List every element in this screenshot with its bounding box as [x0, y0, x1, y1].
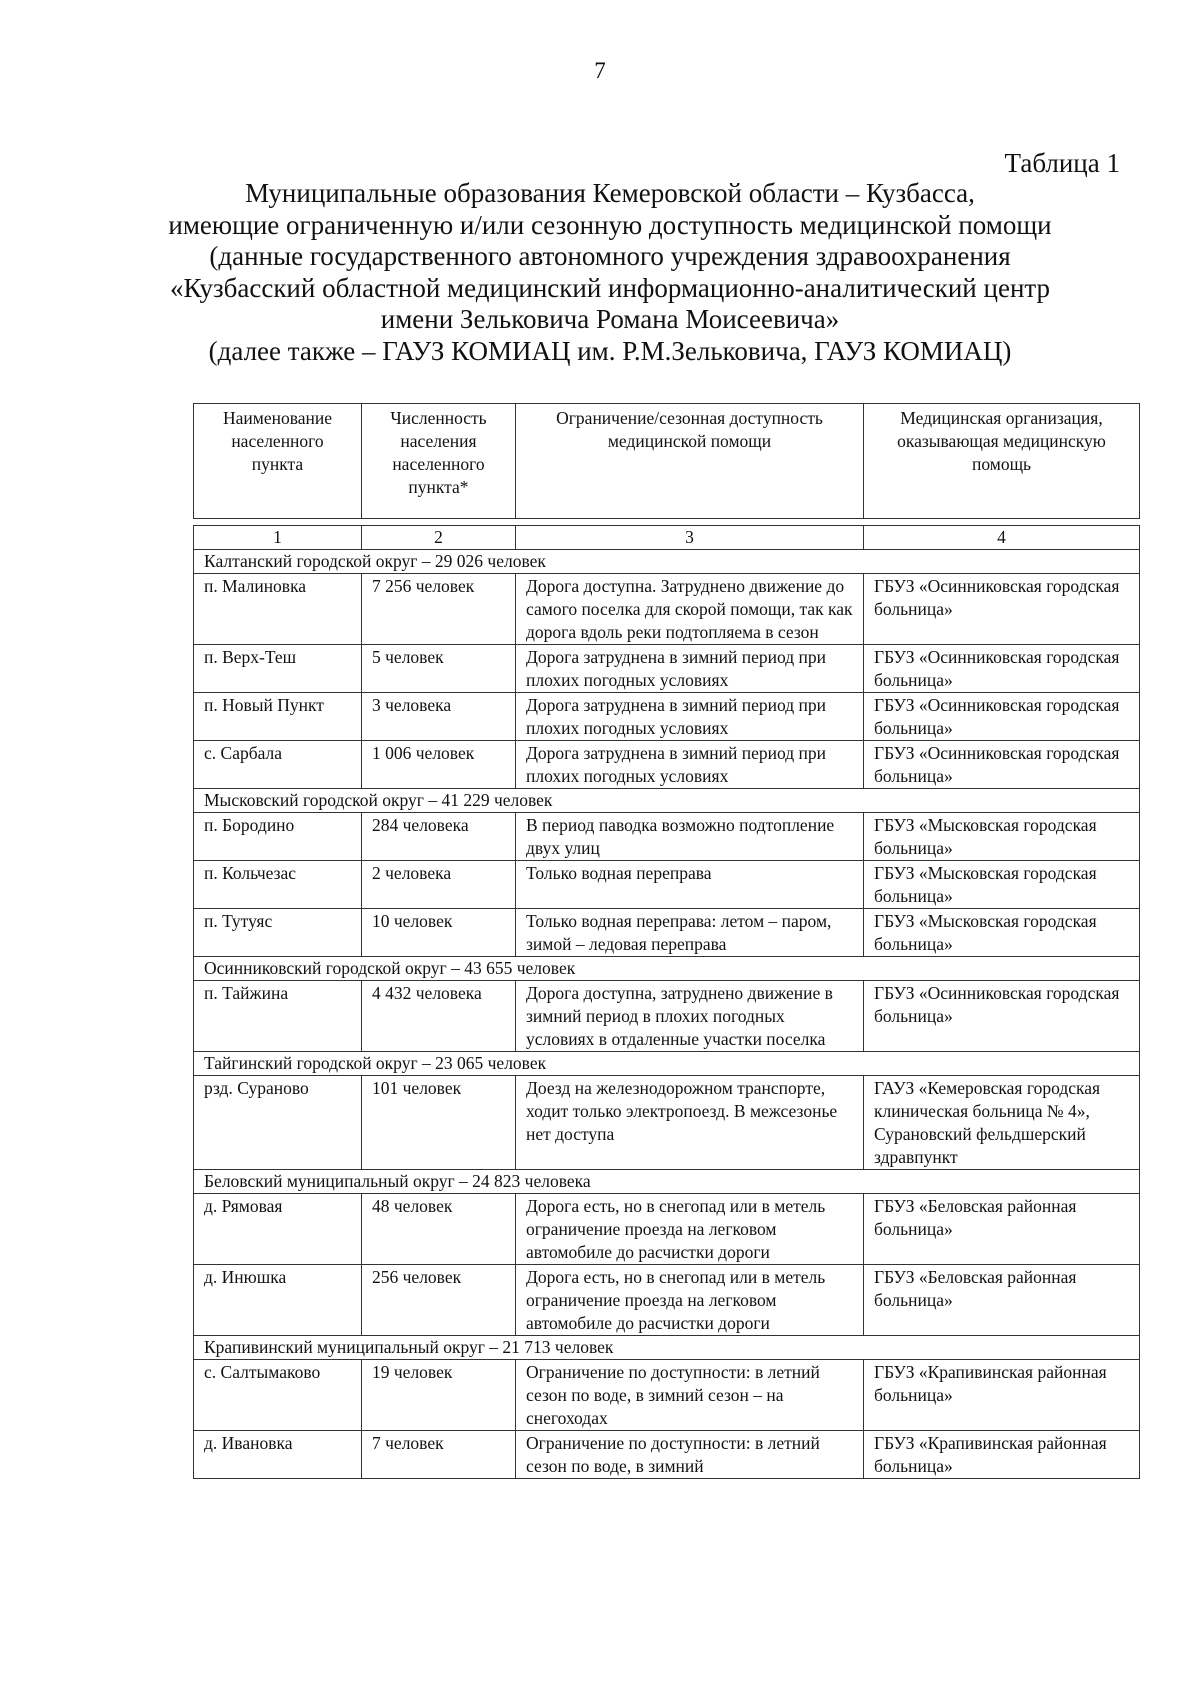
- population: 4 432 человека: [362, 981, 516, 1052]
- column-number: 1: [194, 526, 362, 550]
- page-number: 7: [594, 58, 606, 83]
- access-restriction: Ограничение по доступности: в летний сезон по воде, в зимний: [516, 1431, 864, 1479]
- table-row: [194, 1076, 1140, 1170]
- population: 7 256 человек: [362, 574, 516, 645]
- access-restriction: В период паводка возможно подтопление двух улиц: [516, 813, 864, 861]
- medical-organization: ГБУЗ «Беловская районная больница»: [864, 1194, 1140, 1265]
- settlement-name: д. Ивановка: [194, 1431, 362, 1479]
- table-row: [194, 741, 1140, 789]
- column-number-row: [194, 526, 1140, 550]
- table-body: [194, 519, 1140, 1479]
- medical-organization: ГБУЗ «Мысковская городская больница»: [864, 813, 1140, 861]
- medical-organization: ГБУЗ «Осинниковская городская больница»: [864, 574, 1140, 645]
- settlement-name: п. Новый Пункт: [194, 693, 362, 741]
- medical-organization: ГБУЗ «Беловская районная больница»: [864, 1265, 1140, 1336]
- group-row: [194, 1052, 1140, 1076]
- group-title: Беловский муниципальный округ – 24 823 человека: [194, 1170, 1140, 1194]
- table-row: [194, 861, 1140, 909]
- table-row: [194, 1265, 1140, 1336]
- access-restriction: Только водная переправа: [516, 861, 864, 909]
- medical-organization: ГБУЗ «Осинниковская городская больница»: [864, 645, 1140, 693]
- table-label: Таблица 1: [1004, 148, 1120, 178]
- header-cell: Медицинская организация, оказывающая медицинскую помощь: [864, 404, 1140, 519]
- settlement-name: п. Тайжина: [194, 981, 362, 1052]
- column-number: 2: [362, 526, 516, 550]
- settlement-name: п. Верх-Теш: [194, 645, 362, 693]
- access-restriction: Дорога доступна. Затруднено движение до самого поселка для скорой помощи, так как дорога вдоль реки подтопляема в сезон: [516, 574, 864, 645]
- table-row: [194, 574, 1140, 645]
- header-cell: Наименование населенного пункта: [194, 404, 362, 519]
- group-row: [194, 789, 1140, 813]
- population: 10 человек: [362, 909, 516, 957]
- access-restriction: Дорога затруднена в зимний период при плохих погодных условиях: [516, 693, 864, 741]
- settlement-name: п. Бородино: [194, 813, 362, 861]
- header-cell: Численность населения населенного пункта*: [362, 404, 516, 519]
- group-title: Калтанский городской округ – 29 026 человек: [194, 550, 1140, 574]
- title-line: имени Зельковича Романа Моисеевича»: [380, 304, 840, 334]
- group-title: Крапивинский муниципальный округ – 21 713 человек: [194, 1336, 1140, 1360]
- title-line: имеющие ограниченную и/или сезонную доступность медицинской помощи: [168, 209, 1052, 240]
- population: 5 человек: [362, 645, 516, 693]
- table-row: [194, 981, 1140, 1052]
- table-row: [194, 1194, 1140, 1265]
- settlement-name: д. Рямовая: [194, 1194, 362, 1265]
- settlement-name: с. Салтымаково: [194, 1360, 362, 1431]
- table-container: [193, 403, 1139, 1479]
- settlement-name: рзд. Сураново: [194, 1076, 362, 1170]
- table-row: [194, 693, 1140, 741]
- population: 3 человека: [362, 693, 516, 741]
- column-number: 3: [516, 526, 864, 550]
- title-line: (данные государственного автономного учреждения здравоохранения: [209, 241, 1011, 271]
- table-title: [110, 178, 1110, 367]
- access-restriction: Дорога затруднена в зимний период при плохих погодных условиях: [516, 645, 864, 693]
- medical-organization: ГАУЗ «Кемеровская городская клиническая больница № 4», Сурановский фельдшерский здравпункт: [864, 1076, 1140, 1170]
- population: 2 человека: [362, 861, 516, 909]
- access-restriction: Дорога затруднена в зимний период при плохих погодных условиях: [516, 741, 864, 789]
- settlement-name: п. Малиновка: [194, 574, 362, 645]
- group-title: Мысковский городской округ – 41 229 человек: [194, 789, 1140, 813]
- title-line: (далее также – ГАУЗ КОМИАЦ им. Р.М.Зельковича, ГАУЗ КОМИАЦ): [208, 335, 1012, 366]
- table-row: [194, 1360, 1140, 1431]
- population: 7 человек: [362, 1431, 516, 1479]
- column-number: 4: [864, 526, 1140, 550]
- medical-organization: ГБУЗ «Мысковская городская больница»: [864, 861, 1140, 909]
- group-row: [194, 550, 1140, 574]
- population: 19 человек: [362, 1360, 516, 1431]
- access-restriction: Дорога есть, но в снегопад или в метель ограничение проезда на легковом автомобиле до расчистки дороги: [516, 1265, 864, 1336]
- group-row: [194, 1336, 1140, 1360]
- medical-organization: ГБУЗ «Мысковская городская больница»: [864, 909, 1140, 957]
- table-row: [194, 909, 1140, 957]
- header-row: [194, 404, 1140, 519]
- table-gap: [194, 519, 1140, 526]
- access-restriction: Дорога есть, но в снегопад или в метель ограничение проезда на легковом автомобиле до расчистки дороги: [516, 1194, 864, 1265]
- group-title: Осинниковский городской округ – 43 655 человек: [194, 957, 1140, 981]
- population: 256 человек: [362, 1265, 516, 1336]
- medical-organization: ГБУЗ «Осинниковская городская больница»: [864, 693, 1140, 741]
- population: 284 человека: [362, 813, 516, 861]
- settlement-name: п. Кольчезас: [194, 861, 362, 909]
- population: 101 человек: [362, 1076, 516, 1170]
- access-restriction: Дорога доступна, затруднено движение в зимний период в плохих погодных условиях в отдаленные участки поселка: [516, 981, 864, 1052]
- settlement-name: с. Сарбала: [194, 741, 362, 789]
- group-row: [194, 957, 1140, 981]
- access-restriction: Ограничение по доступности: в летний сезон по воде, в зимний сезон – на снегоходах: [516, 1360, 864, 1431]
- settlement-name: д. Инюшка: [194, 1265, 362, 1336]
- title-line: Муниципальные образования Кемеровской области – Кузбасса,: [245, 178, 975, 208]
- table-row: [194, 645, 1140, 693]
- medical-organization: ГБУЗ «Осинниковская городская больница»: [864, 741, 1140, 789]
- table-row: [194, 1431, 1140, 1479]
- access-restriction: Доезд на железнодорожном транспорте, ходит только электропоезд. В межсезонье нет доступа: [516, 1076, 864, 1170]
- settlements-table: [193, 403, 1140, 1479]
- table-row: [194, 813, 1140, 861]
- settlement-name: п. Тутуяс: [194, 909, 362, 957]
- group-row: [194, 1170, 1140, 1194]
- access-restriction: Только водная переправа: летом – паром, зимой – ледовая переправа: [516, 909, 864, 957]
- header-cell: Ограничение/сезонная доступность медицинской помощи: [516, 404, 864, 519]
- population: 48 человек: [362, 1194, 516, 1265]
- population: 1 006 человек: [362, 741, 516, 789]
- medical-organization: ГБУЗ «Осинниковская городская больница»: [864, 981, 1140, 1052]
- medical-organization: ГБУЗ «Крапивинская районная больница»: [864, 1360, 1140, 1431]
- title-line: «Кузбасский областной медицинский информационно-аналитический центр: [169, 272, 1051, 303]
- medical-organization: ГБУЗ «Крапивинская районная больница»: [864, 1431, 1140, 1479]
- group-title: Тайгинский городской округ – 23 065 человек: [194, 1052, 1140, 1076]
